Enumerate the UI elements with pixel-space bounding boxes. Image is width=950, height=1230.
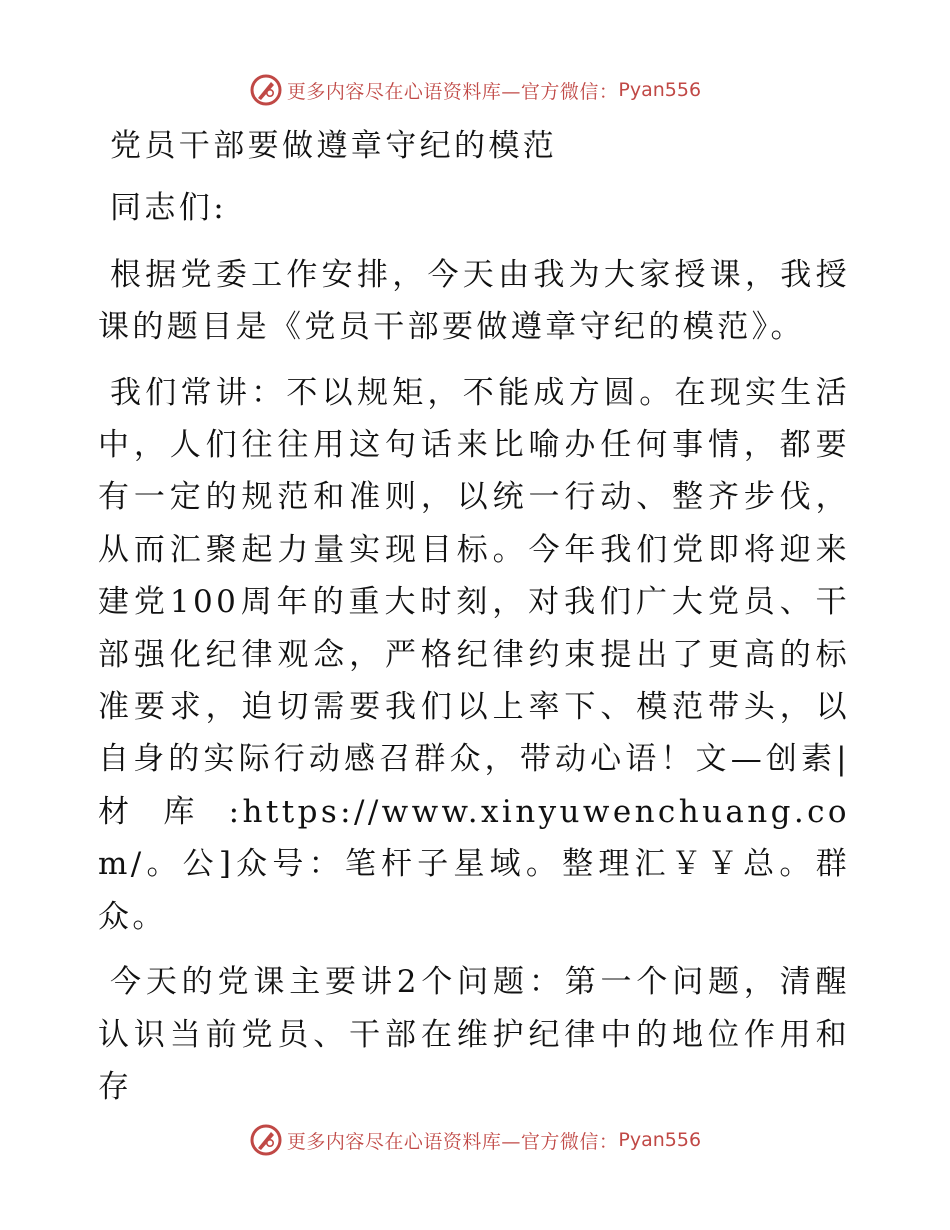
red-circle-quill-icon [249,1123,283,1157]
paragraph-3: 今天的党课主要讲2个问题：第一个问题，清醒认识当前党员、干部在维护纪律中的地位作用和存 [98,964,850,1105]
document-body [98,120,850,1126]
document-title: 党员干部要做遵章守纪的模范 [110,128,558,164]
salutation: 同志们: [110,190,228,227]
watermark-wechat-id: Pyan556 [618,1129,702,1151]
watermark-wechat-id: Pyan556 [618,79,702,101]
watermark-text: 更多内容尽在心语资料库—官方微信： [286,80,619,103]
red-circle-quill-icon [249,73,283,107]
paragraph-1: 根据党委工作安排，今天由我为大家授课，我授课的题目是《党员干部要做遵章守纪的模范》。 [98,256,850,346]
paragraph-2: 我们常讲：不以规矩，不能成方圆。在现实生活中，人们往往用这句话来比喻办任何事情，都要有一定的规范和准则，以统一行动、整齐步伐，从而汇聚起力量实现目标。今年我们党即将迎来建党100周年的重大时刻，对我们广大党员、干部强化纪律观念，严格纪律约束提出了更高的标准要求，迫切需要我们以上率下、模范带头，以自身的实际行动感召群众，带动心语！文—创素|材库:https://www.xinyuwenchuang.com/。公]众号：笔杆子星域。整理汇￥￥总。群众。 [98,374,850,935]
watermark-text: 更多内容尽在心语资料库—官方微信： [286,1130,619,1153]
footer-watermark [0,1120,950,1160]
header-watermark [0,70,950,110]
